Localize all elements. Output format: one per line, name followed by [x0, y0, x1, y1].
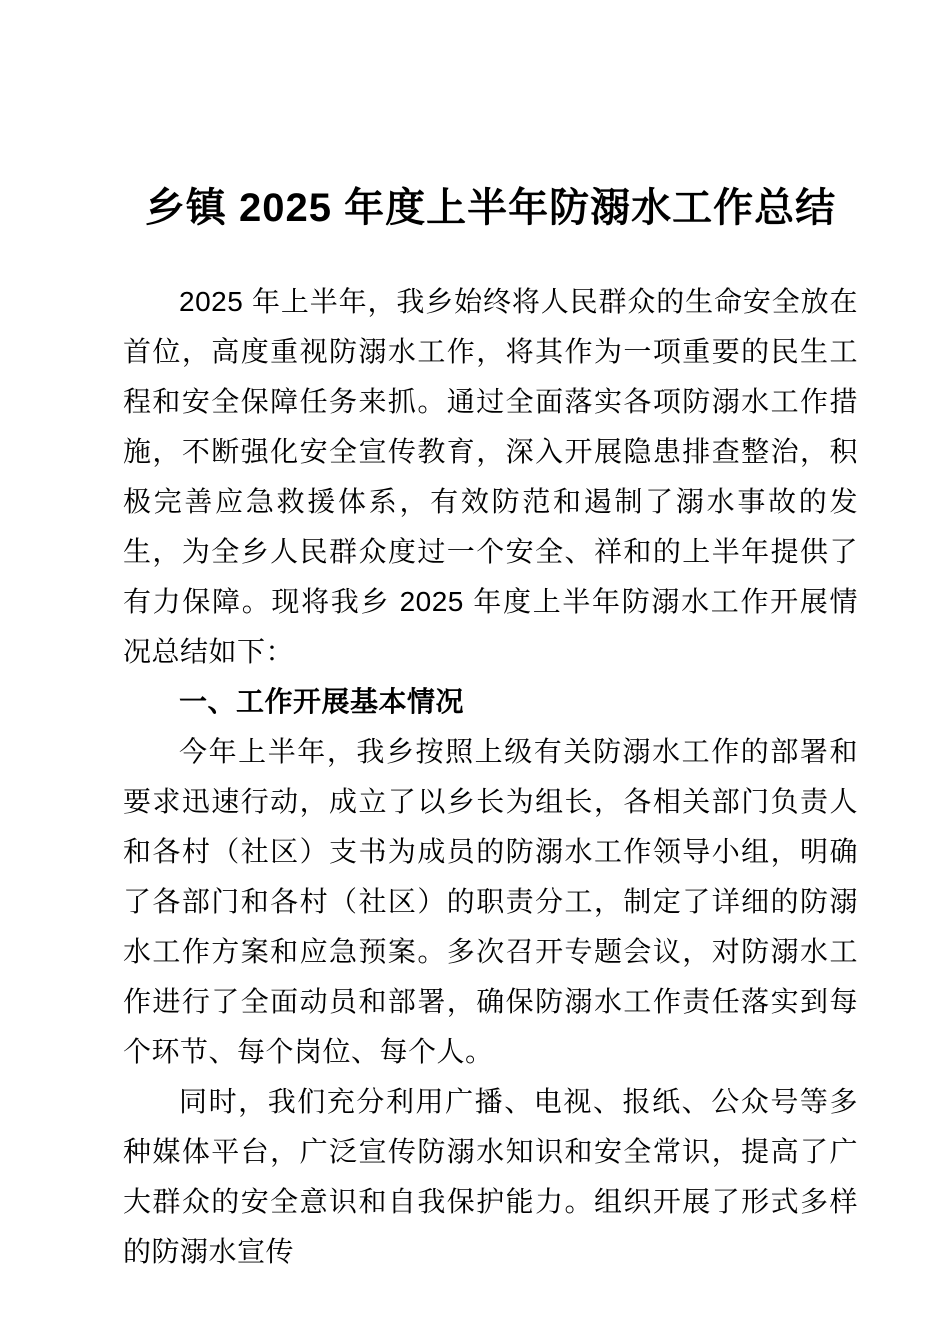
paragraph-leadership: 今年上半年，我乡按照上级有关防溺水工作的部署和要求迅速行动，成立了以乡长为组长，各相关部门负责人和各村（社区）支书为成员的防溺水工作领导小组，明确了各部门和各村（社区）的职责分工，制定了详细的防溺水工作方案和应急预案。多次召开专题会议，对防溺水工作进行了全面动员和部署，确保防溺水工作责任落实到每个环节、每个岗位、每个人。	[123, 736, 858, 1067]
paragraph-intro: 2025 年上半年，我乡始终将人民群众的生命安全放在首位，高度重视防溺水工作，将其作为一项重要的民生工程和安全保障任务来抓。通过全面落实各项防溺水工作措施，不断强化安全宣传教育，深入开展隐患排查整治，积极完善应急救援体系，有效防范和遏制了溺水事故的发生，为全乡人民群众度过一个安全、祥和的上半年提供了有力保障。现将我乡 2025 年度上半年防溺水工作开展情况总结如下：	[123, 286, 858, 667]
section-heading-1: 一、工作开展基本情况	[179, 686, 465, 717]
document-content	[123, 183, 858, 1277]
paragraph-publicity: 同时，我们充分利用广播、电视、报纸、公众号等多种媒体平台，广泛宣传防溺水知识和安全常识，提高了广大群众的安全意识和自我保护能力。组织开展了形式多样的防溺水宣传	[123, 1086, 858, 1267]
document-title: 乡镇 2025 年度上半年防溺水工作总结	[144, 186, 837, 230]
